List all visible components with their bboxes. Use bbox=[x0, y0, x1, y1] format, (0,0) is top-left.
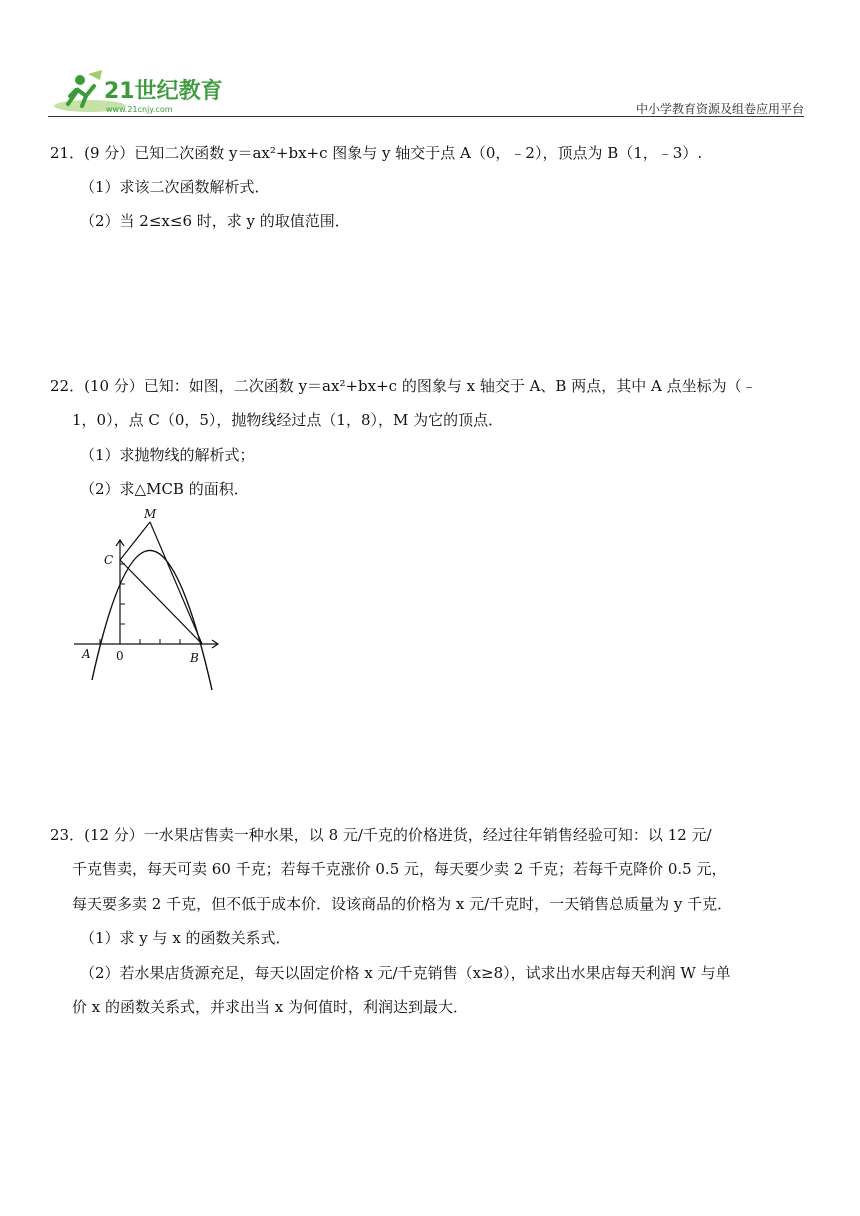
x-ticks bbox=[100, 639, 180, 644]
label-b: B bbox=[190, 651, 199, 665]
label-a: A bbox=[82, 647, 91, 661]
q22-part1: （1）求抛物线的解析式； bbox=[80, 446, 255, 464]
logo-url: www.21cnjy.com bbox=[106, 105, 173, 114]
parabola-curve bbox=[92, 550, 212, 690]
label-m: M bbox=[144, 507, 157, 521]
q21-part2: （2）当 2≤x≤6 时，求 y 的取值范围． bbox=[80, 212, 350, 230]
q23-part1: （1）求 y 与 x 的函数关系式． bbox=[80, 929, 291, 947]
q23-part2-line1: （2）若水果店货源充足，每天以固定价格 x 元/千克销售（x≥8），试求出水果店每天利润 W 与单 bbox=[80, 964, 731, 982]
y-ticks bbox=[120, 564, 125, 624]
q22-stem-line1: 22．(10 分）已知：如图，二次函数 y＝ax²+bx+c 的图象与 x 轴交于 A、B 两点，其中 A 点坐标为（﹣ bbox=[50, 377, 757, 395]
q21-part1: （1）求该二次函数解析式． bbox=[80, 178, 270, 196]
q23-stem-line3: 每天要多卖 2 千克，但不低于成本价．设该商品的价格为 x 元/千克时，一天销售总质量为 y 千克． bbox=[72, 895, 733, 913]
logo-title: 21世纪教育 bbox=[104, 79, 223, 104]
q23-stem-line1: 23．(12 分）一水果店售卖一种水果，以 8 元/千克的价格进货，经过往年销售经验可知：以 12 元/ bbox=[50, 826, 712, 844]
segment-mb bbox=[150, 522, 202, 644]
label-origin: 0 bbox=[116, 649, 124, 663]
page-header bbox=[48, 66, 804, 118]
q22-part2: （2）求△MCB 的面积． bbox=[80, 480, 249, 498]
platform-text: 中小学教育资源及组卷应用平台 bbox=[635, 102, 804, 116]
q23-part2-line2: 价 x 的函数关系式，并求出当 x 为何值时，利润达到最大． bbox=[72, 998, 468, 1016]
header-divider bbox=[48, 116, 804, 117]
q22-stem-line2: 1，0），点 C（0，5），抛物线经过点（1，8），M 为它的顶点． bbox=[72, 411, 504, 429]
segment-cm bbox=[120, 522, 150, 560]
logo bbox=[48, 66, 268, 118]
segment-cb bbox=[120, 560, 202, 644]
q23-stem-line2: 千克售卖，每天可卖 60 千克；若每千克涨价 0.5 元，每天要少卖 2 千克；若每千克降价 0.5 元， bbox=[72, 860, 727, 878]
q21-stem: 21．(9 分）已知二次函数 y＝ax²+bx+c 图象与 y 轴交于点 A（0，﹣2），顶点为 B（1，﹣3）. bbox=[50, 144, 703, 162]
label-c: C bbox=[104, 553, 114, 567]
parabola-figure bbox=[68, 500, 228, 690]
